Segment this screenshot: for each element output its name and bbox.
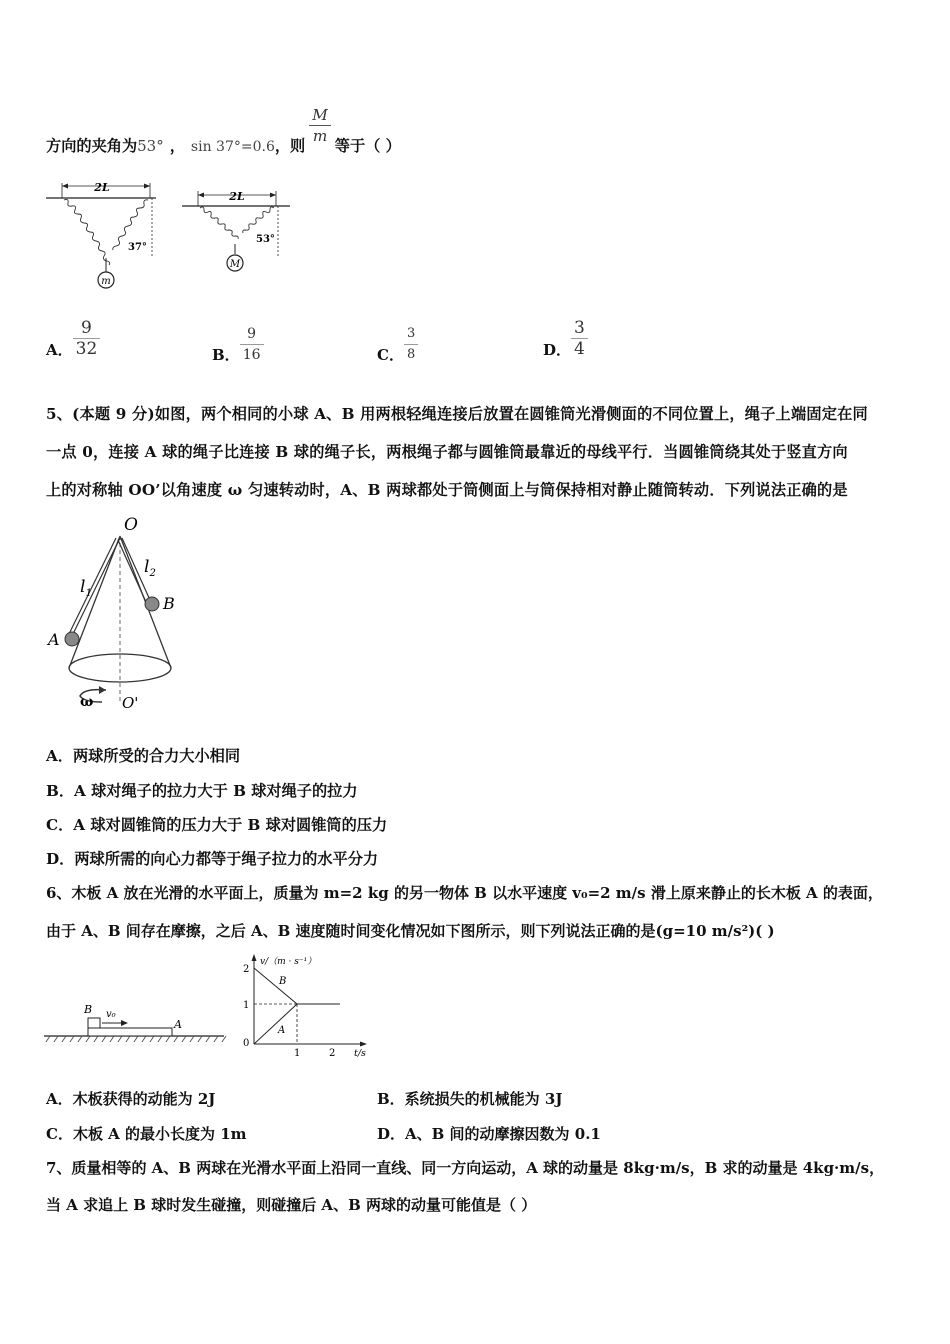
- q5-stem-line-2: 一点 0，连接 A 球的绳子比连接 B 球的绳子长，两根绳子都与圆锥筒最靠近的母线平行．当圆锥筒绕其处于竖直方向: [46, 443, 848, 461]
- q4-option-d-den: 4: [574, 339, 585, 359]
- q4-right-angle-label: 53°: [256, 234, 275, 245]
- q4-option-a-frac: [73, 318, 101, 359]
- q6-option-a[interactable]: A．木板获得的动能为 2J: [46, 1090, 216, 1108]
- q6-curve-b-line: [254, 968, 297, 1004]
- q5-cone-figure: [44, 512, 194, 712]
- q4-option-c-den: 8: [406, 347, 416, 362]
- q6-graph-xlabel: t/s: [354, 1048, 366, 1059]
- q4-option-b[interactable]: [212, 324, 264, 365]
- q4-option-a[interactable]: [46, 318, 100, 359]
- q4-stem: [46, 104, 401, 154]
- q4-option-a-den: 32: [75, 339, 98, 359]
- q5-ball-b: [145, 597, 159, 611]
- q6-label-b: B: [84, 1003, 93, 1016]
- q6-stem-line-1: 6、木板 A 放在光滑的水平面上，质量为 m=2 kg 的另一物体 B 以水平速度 v₀=2 m/s 滑上原来静止的长木板 A 的表面，: [46, 884, 883, 902]
- q4-frac-num: M: [309, 105, 331, 126]
- q6-graph-xtick-1: 1: [294, 1048, 301, 1059]
- q4-sep: ，: [169, 136, 185, 155]
- q4-left-width-label: 2L: [94, 181, 110, 194]
- q6-graph-ylabel: v/（m · s⁻¹）: [260, 957, 317, 967]
- q7-stem-line-1: 7、质量相等的 A、B 两球在光滑水平面上沿同一直线、同一方向运动，A 球的动量是 8kg·m/s，B 求的动量是 4kg·m/s，: [46, 1159, 885, 1177]
- q4-frac-den: m: [312, 127, 328, 145]
- q6-graph-ytick-0: 0: [243, 1038, 250, 1049]
- q5-option-d[interactable]: D．两球所需的向心力都等于绳子拉力的水平分力: [46, 850, 379, 868]
- q4-option-b-label: B．: [212, 345, 240, 364]
- q7-stem-line-2: 当 A 求追上 B 球时发生碰撞，则碰撞后 A、B 两球的动量可能值是（ ）: [46, 1196, 537, 1214]
- q4-left-spring-1: [64, 199, 110, 265]
- q4-fraction: [309, 105, 331, 146]
- q5-option-a[interactable]: A．两球所受的合力大小相同: [46, 747, 241, 765]
- q4-right-spring-1: [200, 207, 238, 239]
- q4-option-d[interactable]: [543, 318, 588, 359]
- q6-board-a: [88, 1028, 172, 1036]
- q4-option-c-num: 3: [404, 324, 418, 345]
- q6-label-a: A: [174, 1018, 182, 1031]
- q6-label-v0: v₀: [106, 1009, 116, 1020]
- q4-option-d-frac: [571, 318, 588, 359]
- q6-graph-ytick-2: 2: [243, 964, 250, 975]
- q5-label-o: O: [124, 515, 138, 535]
- q5-label-l1: $l_1$: [80, 577, 92, 599]
- q4-then: ，则: [274, 136, 306, 155]
- q5-label-a: A: [48, 630, 60, 649]
- q4-figure-right: [182, 188, 297, 278]
- q6-ground-hatch: [46, 1036, 226, 1042]
- q5-label-b: B: [163, 594, 175, 613]
- q4-right-width-label: 2L: [229, 190, 245, 203]
- q4-option-a-label: A．: [46, 340, 73, 359]
- q5-stem-line-3: 上的对称轴 OO’以角速度 ω 匀速转动时，A、B 两球都处于筒侧面上与筒保持相对静止随筒转动．下列说法正确的是: [46, 481, 848, 499]
- q4-option-b-num: 9: [240, 324, 264, 345]
- q4-option-b-den: 16: [242, 347, 261, 363]
- q6-curve-a-line: [254, 1004, 297, 1044]
- q6-option-d[interactable]: D．A、B 间的动摩擦因数为 0.1: [377, 1125, 601, 1143]
- q5-option-c[interactable]: C．A 球对圆锥筒的压力大于 B 球对圆锥筒的压力: [46, 816, 388, 834]
- q6-curve-b-label: B: [279, 976, 287, 987]
- q4-right-spring-2: [243, 207, 274, 233]
- q4-left-mass-label: m: [101, 276, 111, 287]
- q4-option-a-num: 9: [73, 318, 101, 339]
- q4-option-d-label: D．: [543, 340, 572, 359]
- q6-block-b: [88, 1018, 100, 1028]
- q5-option-b[interactable]: B．A 球对绳子的拉力大于 B 球对绳子的拉力: [46, 782, 358, 800]
- q6-graph-ytick-1: 1: [243, 1000, 250, 1011]
- q6-option-c[interactable]: C．木板 A 的最小长度为 1m: [46, 1125, 247, 1143]
- q4-angle: 53°: [137, 136, 164, 155]
- q4-option-d-num: 3: [571, 318, 588, 339]
- q4-option-c-label: C．: [377, 345, 404, 364]
- q4-suffix: 等于（ ）: [334, 136, 401, 155]
- q6-option-b[interactable]: B．系统损失的机械能为 3J: [377, 1090, 563, 1108]
- q4-right-mass-label: M: [229, 259, 241, 270]
- q5-label-omega: ω: [80, 694, 94, 710]
- q4-stem-prefix: 方向的夹角为: [46, 136, 138, 155]
- q4-figure-left: [44, 180, 169, 295]
- q6-graph-xtick-2: 2: [329, 1048, 336, 1059]
- q5-label-o-prime: O': [122, 694, 139, 712]
- q4-left-angle-label: 37°: [128, 242, 147, 253]
- q5-label-l2: $l_2$: [144, 557, 156, 579]
- q6-board-figure: [44, 998, 228, 1048]
- q4-option-c[interactable]: [377, 324, 418, 365]
- q5-ball-a: [65, 632, 79, 646]
- q4-option-b-frac: [240, 324, 264, 365]
- q5-stem-line-1: 5、(本题 9 分)如图，两个相同的小球 A、B 用两根轻绳连接后放置在圆锥筒光滑侧面的不同位置上，绳子上端固定在同: [46, 405, 868, 423]
- q6-curve-a-label: A: [278, 1025, 286, 1036]
- q6-stem-line-2: 由于 A、B 间存在摩擦，之后 A、B 速度随时间变化情况如下图所示，则下列说法正确的是(g=10 m/s²)( ): [46, 922, 775, 940]
- q6-vt-graph: [236, 952, 376, 1062]
- q4-option-c-frac: [404, 324, 418, 365]
- q4-sin: sin 37°=0.6: [190, 138, 275, 155]
